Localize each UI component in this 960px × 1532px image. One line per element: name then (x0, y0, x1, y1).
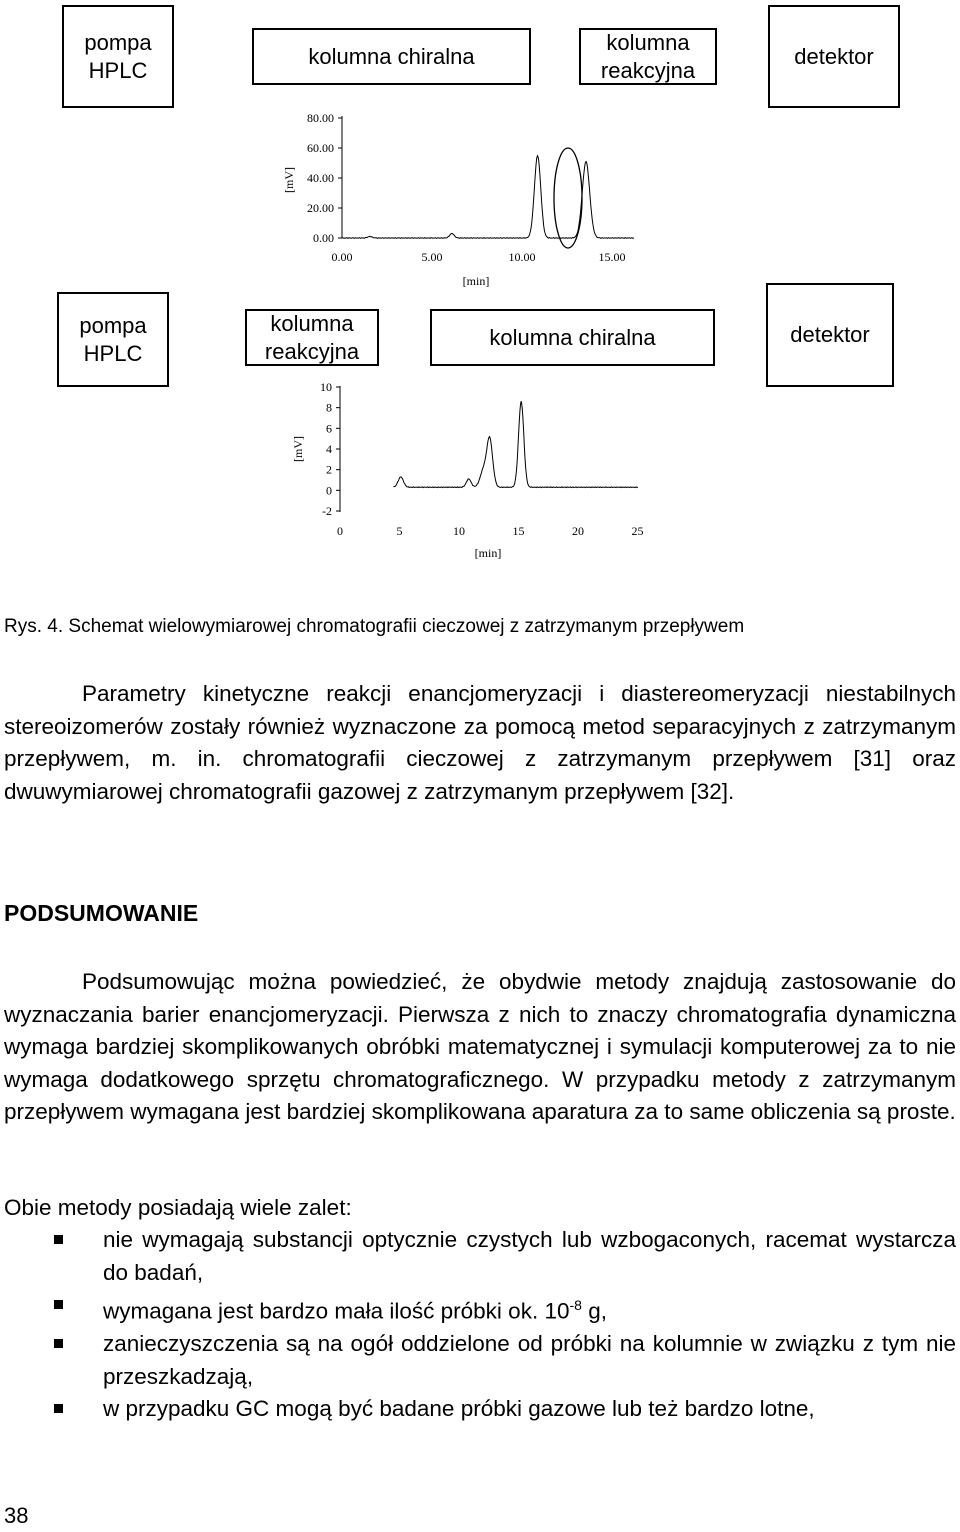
list-item-text: w przypadku GC mogą być badane próbki gazowe lub też bardzo lotne, (103, 1396, 815, 1421)
x-tick-label: 5 (396, 524, 403, 538)
y-tick-label: 0.00 (313, 231, 334, 245)
y-tick-label: 60.00 (307, 141, 334, 155)
y-tick-label: 4 (326, 442, 332, 456)
x-tick-label: 20 (572, 524, 584, 538)
y-tick-label: 80.00 (307, 111, 334, 125)
x-tick-label: 15 (512, 524, 525, 538)
list-item-text: nie wymagają substancji optycznie czystych lub wzbogaconych, racemat wystarcza do badań, (103, 1227, 956, 1285)
y-tick-label: 2 (326, 462, 332, 477)
x-tick-label: 25 (631, 524, 644, 538)
y-ticks (320, 380, 340, 518)
bullet-square-icon (54, 1300, 63, 1309)
box-label: kolumna (270, 310, 354, 336)
y-tick-label: -2 (322, 504, 332, 518)
y-tick-label: 8 (326, 400, 332, 415)
list-item (0, 1393, 956, 1426)
box-label: reakcyjna (600, 57, 696, 83)
paragraph-text: Podsumowując można powiedzieć, że obydwie metody znajdują zastosowanie do wyznaczania barier enancjomeryzacji. Pierwsza z nich to znaczy chromatografia dynamiczna wymaga bardziej skomplikowanych obróbki matematycznej i symulacji komputerowej za to nie wymaga dodatkowego sprzętu chromatograficznego. W przypadku metody z zatrzymanym przepływem wymagana jest bardziej skomplikowana aparatura za to same obliczenia są proste. (4, 969, 956, 1124)
box-label: detektor (790, 322, 870, 347)
y-tick-label: 6 (326, 421, 332, 436)
box-label: HPLC (88, 57, 148, 83)
x-tick-label: 10 (453, 524, 465, 538)
bullet-square-icon (54, 1235, 63, 1244)
box-label: kolumna chiralna (308, 43, 475, 69)
chromatogram-trace (394, 401, 638, 487)
list-item (0, 1289, 956, 1328)
x-tick-label: 0 (337, 524, 343, 538)
x-tick-label: 10.00 (508, 250, 536, 264)
bullet-square-icon (54, 1339, 63, 1348)
x-ticks (337, 524, 644, 538)
box-label: reakcyjna (264, 338, 360, 364)
figure-caption: Rys. 4. Schemat wielowymiarowej chromatografii cieczowej z zatrzymanym przepływem (4, 616, 745, 637)
list-item-text: wymagana jest bardzo mała ilość próbki ok. 10 (103, 1298, 570, 1324)
y-tick-label: 10 (320, 380, 332, 394)
box-label: pompa (79, 312, 147, 338)
x-tick-label: 5.00 (421, 250, 443, 264)
paragraph-summary (4, 966, 956, 1129)
paragraph-kinetics (4, 678, 956, 808)
list-item-superscript: -8 (569, 1297, 582, 1313)
list-item-text: zanieczyszczenia są na ogół oddzielone od próbki na kolumnie w związku z tym nie przeszkadzają, (103, 1331, 956, 1389)
advantages-list (0, 1224, 956, 1426)
x-tick-label: 15.00 (598, 250, 626, 264)
list-item (0, 1328, 956, 1393)
list-item-text: g, (581, 1298, 607, 1324)
y-axis-label: [mV] (282, 167, 296, 193)
y-axis-label: [mV] (291, 436, 305, 462)
y-tick-label: 0 (326, 483, 332, 498)
x-tick-label: 0.00 (331, 250, 353, 264)
list-item (0, 1224, 956, 1289)
box-label: pompa (84, 29, 152, 55)
paragraph-text: Parametry kinetyczne reakcji enancjomeryzacji i diastereomeryzacji niestabilnych stereoizomerów zostały również wyznaczone za pomocą metod separacyjnych z zatrzymanym przepływem, m. in. chromatografii cieczowej z zatrzymanym przepływem [31] oraz dwuwymiarowej chromatografii gazowej z zatrzymanym przepływem [32]. (4, 681, 956, 804)
box-label: kolumna chiralna (489, 324, 656, 350)
page-number: 38 (4, 1503, 29, 1528)
x-axis-label: [min] (474, 546, 502, 560)
x-axis-label: [min] (462, 274, 490, 288)
y-tick-label: 20.00 (307, 201, 334, 215)
section-heading: PODSUMOWANIE (4, 900, 199, 926)
box-label: kolumna (606, 29, 690, 55)
bottom-chromatogram (0, 0, 960, 580)
bullet-square-icon (54, 1404, 63, 1413)
y-tick-label: 40.00 (307, 171, 334, 185)
box-label: detektor (794, 43, 874, 69)
box-label: HPLC (83, 340, 143, 366)
list-intro: Obie metody posiadają wiele zalet: (4, 1195, 352, 1220)
